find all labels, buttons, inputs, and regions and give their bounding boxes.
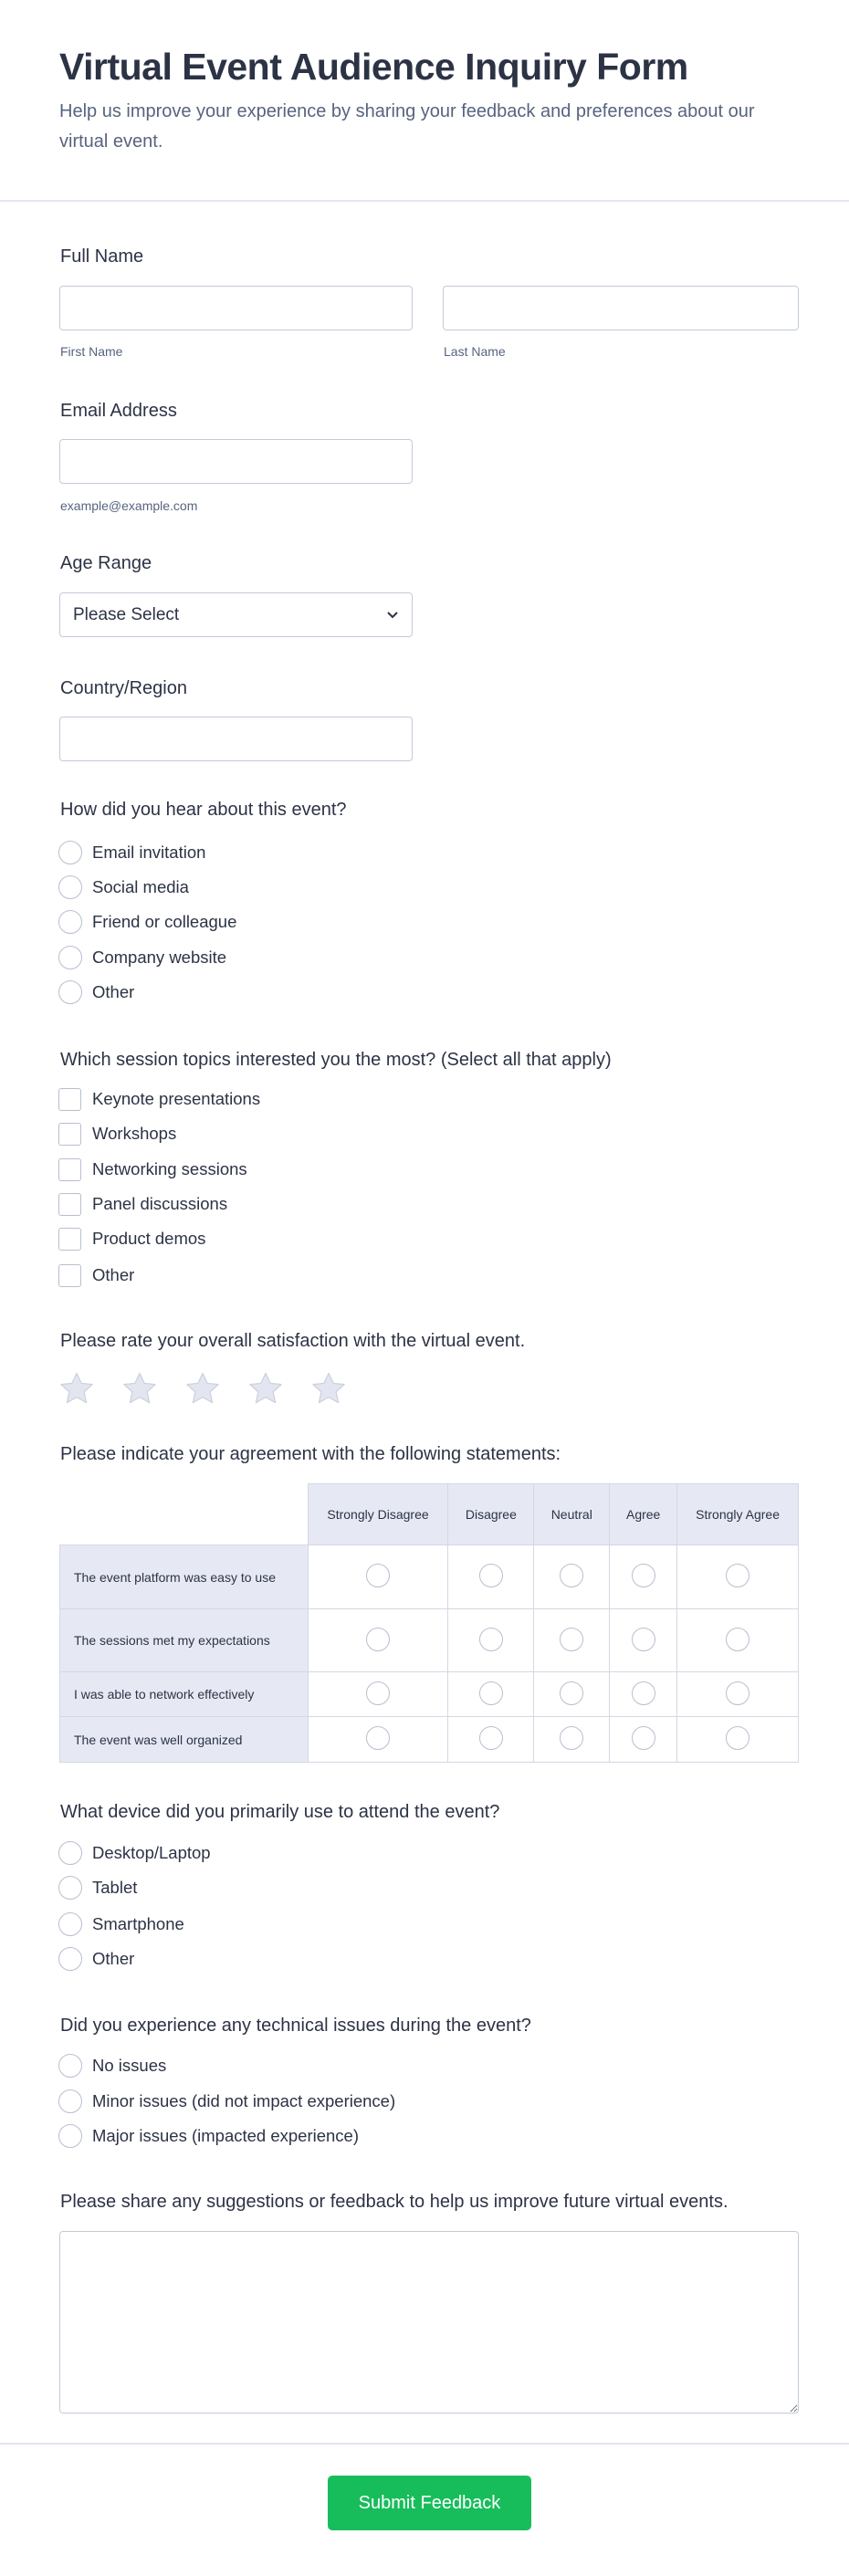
matrix-label: Please indicate your agreement with the following statements: — [60, 1444, 561, 1464]
checkbox[interactable] — [58, 1193, 81, 1216]
matrix-corner — [60, 1484, 309, 1545]
column-header: Strongly Agree — [677, 1484, 799, 1545]
matrix-radio[interactable] — [632, 1726, 655, 1750]
feedback-textarea[interactable] — [59, 2231, 799, 2414]
device-label: What device did you primarily use to attend the event? — [60, 1802, 500, 1822]
last-name-sublabel: Last Name — [444, 344, 506, 359]
checkbox[interactable] — [58, 1158, 81, 1181]
device-option[interactable] — [58, 1945, 134, 1973]
issues-option[interactable] — [58, 2122, 359, 2150]
row-label: The event platform was easy to use — [60, 1545, 309, 1609]
topic-option[interactable] — [58, 1120, 176, 1147]
heard-option[interactable] — [58, 839, 205, 866]
option-label: Company website — [92, 948, 227, 967]
radio-button[interactable] — [58, 2089, 82, 2113]
radio-button[interactable] — [58, 946, 82, 969]
matrix-radio[interactable] — [366, 1726, 390, 1750]
option-label: Other — [92, 1949, 135, 1968]
heard-option[interactable] — [58, 944, 226, 971]
option-label: Networking sessions — [92, 1159, 247, 1178]
radio-button[interactable] — [58, 2124, 82, 2148]
radio-button[interactable] — [58, 2054, 82, 2078]
issues-label: Did you experience any technical issues during the event? — [60, 2016, 531, 2036]
country-label: Country/Region — [60, 678, 187, 698]
form-title: Virtual Event Audience Inquiry Form — [59, 46, 688, 88]
column-header: Strongly Disagree — [308, 1484, 448, 1545]
option-label: Other — [92, 1265, 135, 1284]
topics-label: Which session topics interested you the most? (Select all that apply) — [60, 1050, 612, 1070]
issues-option[interactable] — [58, 2052, 166, 2079]
option-label: Friend or colleague — [92, 912, 237, 931]
email-sublabel: example@example.com — [60, 498, 198, 513]
heard-option[interactable] — [58, 908, 236, 936]
topic-option[interactable] — [58, 1156, 247, 1183]
radio-button[interactable] — [58, 1841, 82, 1865]
device-option[interactable] — [58, 1911, 184, 1938]
country-input[interactable] — [59, 717, 413, 761]
form-subtitle: Help us improve your experience by sharing your feedback and preferences about our virtual event. — [59, 101, 755, 152]
matrix-radio[interactable] — [726, 1628, 749, 1651]
star-icon[interactable] — [184, 1371, 221, 1406]
checkbox[interactable] — [58, 1228, 81, 1251]
star-icon[interactable] — [58, 1371, 95, 1406]
option-label: Social media — [92, 877, 189, 896]
column-header: Disagree — [448, 1484, 534, 1545]
matrix-row — [60, 1672, 799, 1717]
radio-button[interactable] — [58, 875, 82, 899]
checkbox[interactable] — [58, 1088, 81, 1111]
email-label: Email Address — [60, 401, 177, 421]
radio-button[interactable] — [58, 1876, 82, 1900]
age-range-value: Please Select — [73, 604, 180, 624]
matrix-radio[interactable] — [726, 1564, 749, 1587]
radio-button[interactable] — [58, 1947, 82, 1971]
option-label: Tablet — [92, 1878, 138, 1897]
agreement-matrix — [59, 1483, 799, 1763]
topic-option[interactable] — [58, 1262, 134, 1289]
matrix-row — [60, 1609, 799, 1672]
heard-label: How did you hear about this event? — [60, 800, 347, 820]
matrix-radio[interactable] — [479, 1564, 503, 1587]
checkbox[interactable] — [58, 1123, 81, 1146]
matrix-radio[interactable] — [479, 1681, 503, 1705]
option-label: Desktop/Laptop — [92, 1843, 211, 1862]
matrix-radio[interactable] — [632, 1628, 655, 1651]
matrix-radio[interactable] — [560, 1726, 583, 1750]
matrix-radio[interactable] — [632, 1564, 655, 1587]
row-label: I was able to network effectively — [60, 1672, 309, 1717]
radio-button[interactable] — [58, 841, 82, 864]
matrix-radio[interactable] — [726, 1726, 749, 1750]
option-label: Smartphone — [92, 1914, 184, 1933]
option-label: Minor issues (did not impact experience) — [92, 2091, 396, 2110]
chevron-down-icon — [386, 611, 399, 620]
submit-button[interactable]: Submit Feedback — [328, 2476, 531, 2530]
option-label: No issues — [92, 2056, 167, 2075]
option-label: Panel discussions — [92, 1194, 228, 1213]
matrix-radio[interactable] — [479, 1726, 503, 1750]
topic-option[interactable] — [58, 1190, 227, 1218]
column-header: Neutral — [534, 1484, 610, 1545]
matrix-radio[interactable] — [726, 1681, 749, 1705]
row-label: The event was well organized — [60, 1717, 309, 1763]
header-divider — [0, 200, 849, 202]
heard-option[interactable] — [58, 979, 134, 1006]
topic-option[interactable] — [58, 1085, 260, 1113]
radio-button[interactable] — [58, 910, 82, 934]
matrix-radio[interactable] — [366, 1564, 390, 1587]
matrix-radio[interactable] — [366, 1628, 390, 1651]
option-label: Major issues (impacted experience) — [92, 2126, 360, 2145]
matrix-radio[interactable] — [560, 1628, 583, 1651]
radio-button[interactable] — [58, 980, 82, 1004]
feedback-label: Please share any suggestions or feedback to help us improve future virtual events. — [60, 2192, 728, 2212]
matrix-radio[interactable] — [560, 1564, 583, 1587]
matrix-row — [60, 1717, 799, 1763]
star-icon[interactable] — [310, 1371, 347, 1406]
age-range-select[interactable] — [59, 592, 413, 637]
first-name-sublabel: First Name — [60, 344, 123, 359]
option-label: Other — [92, 982, 135, 1001]
option-label: Keynote presentations — [92, 1089, 261, 1108]
footer-divider — [0, 2443, 849, 2445]
matrix-radio[interactable] — [479, 1628, 503, 1651]
radio-button[interactable] — [58, 1912, 82, 1936]
star-icon[interactable] — [247, 1371, 284, 1406]
option-label: Product demos — [92, 1229, 206, 1248]
checkbox[interactable] — [58, 1264, 81, 1287]
matrix-row — [60, 1545, 799, 1609]
option-label: Email invitation — [92, 843, 206, 862]
age-range-label: Age Range — [60, 553, 152, 573]
option-label: Workshops — [92, 1124, 177, 1143]
rating-label: Please rate your overall satisfaction with the virtual event. — [60, 1331, 526, 1351]
device-option[interactable] — [58, 1874, 137, 1901]
matrix-radio[interactable] — [366, 1681, 390, 1705]
column-header: Agree — [610, 1484, 677, 1545]
matrix-radio[interactable] — [632, 1681, 655, 1705]
device-option[interactable] — [58, 1839, 211, 1867]
last-name-input[interactable] — [443, 286, 799, 330]
star-icon[interactable] — [121, 1371, 158, 1406]
topic-option[interactable] — [58, 1225, 205, 1252]
issues-option[interactable] — [58, 2088, 395, 2115]
full-name-label: Full Name — [60, 246, 144, 267]
row-label: The sessions met my expectations — [60, 1609, 309, 1672]
email-input[interactable] — [59, 439, 413, 484]
matrix-radio[interactable] — [560, 1681, 583, 1705]
first-name-input[interactable] — [59, 286, 413, 330]
heard-option[interactable] — [58, 874, 189, 901]
